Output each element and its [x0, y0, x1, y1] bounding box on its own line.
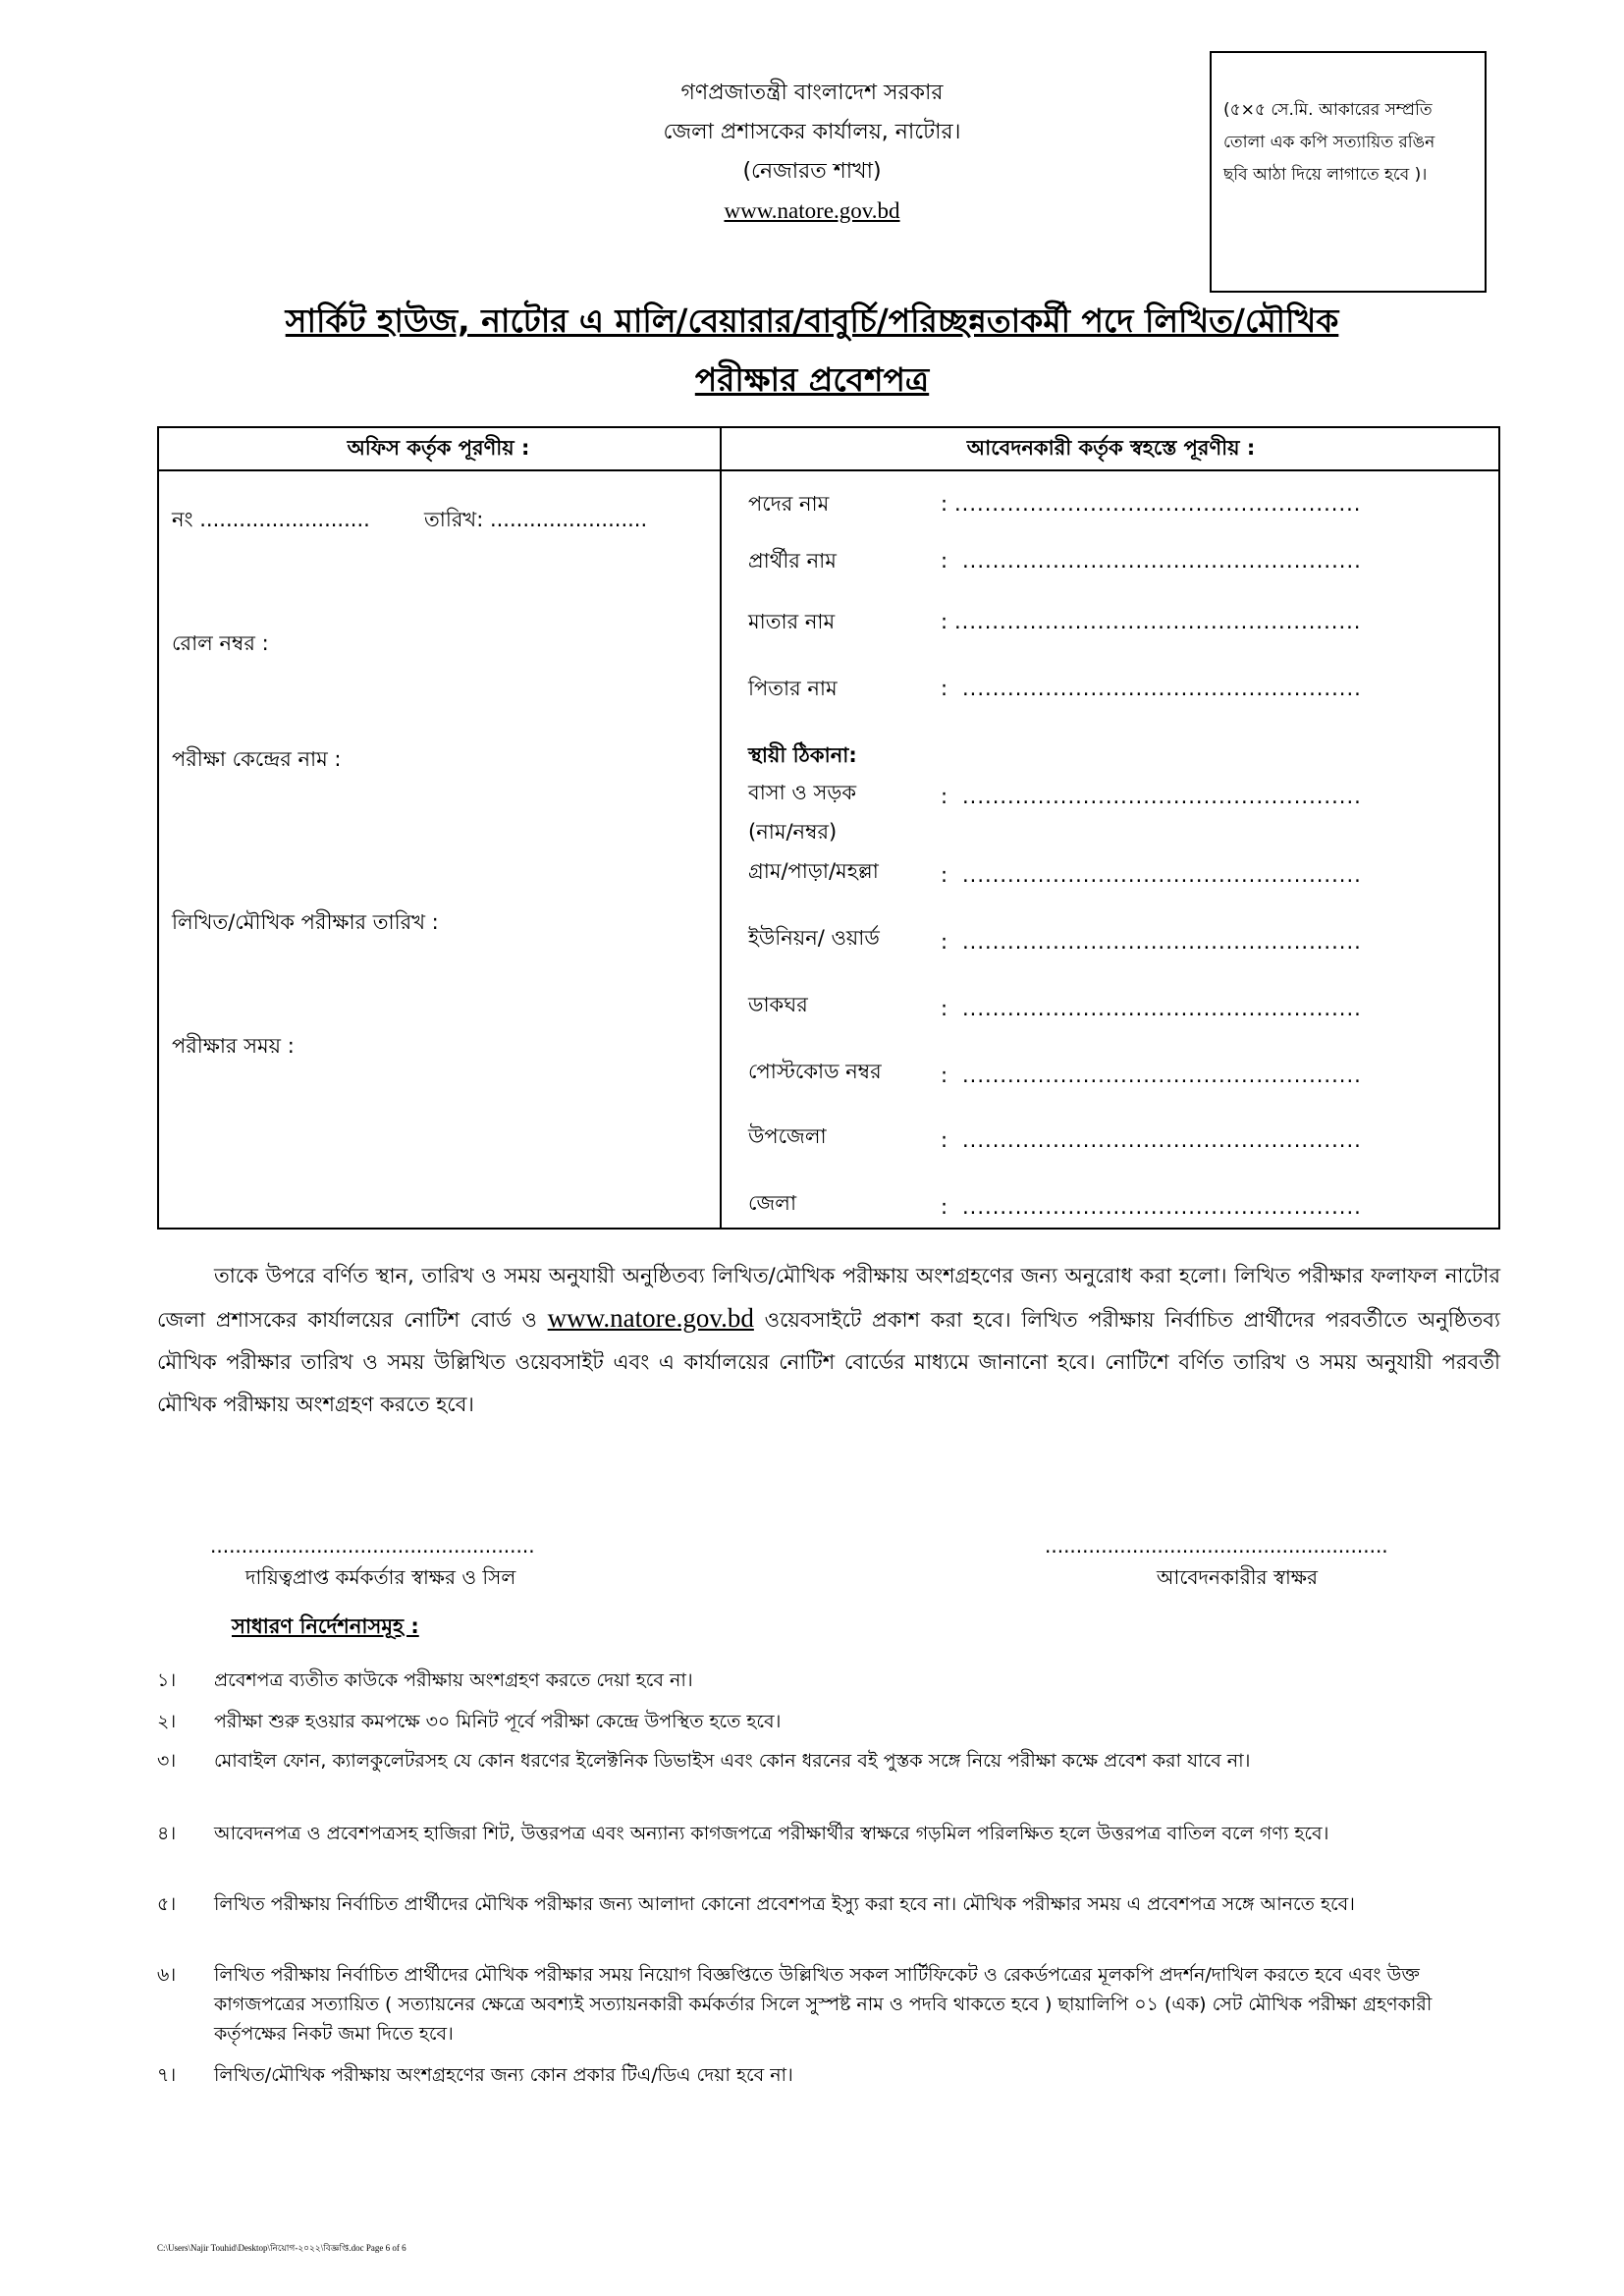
union-ward-label: ইউনিয়ন/ ওয়ার্ড	[748, 926, 880, 950]
title-line1: সার্কিট হাউজ, নাটোর এ মালি/বেয়ারার/বাবুর্চি/পরিচ্ছন্নতাকর্মী পদে লিখিত/মৌখিক	[285, 301, 1339, 340]
office-column-header: অফিস কর্তৃক পূরণীয় :	[347, 436, 530, 460]
union-ward-input[interactable]: .....................................................	[962, 930, 1362, 954]
post-office-input[interactable]: .....................................................	[962, 997, 1362, 1020]
page-title	[0, 293, 1624, 350]
district-input[interactable]: .....................................................	[962, 1195, 1362, 1219]
field-colon: :	[941, 863, 948, 887]
field-colon: :	[941, 1195, 948, 1219]
header-divider	[157, 469, 1500, 471]
officer-signature-line: ....................................................	[210, 1534, 535, 1558]
instruction-text: প্রবেশপত্র ব্যতীত কাউকে পরীক্ষায় অংশগ্রহণ করতে দেয়া হবে না।	[214, 1669, 693, 1691]
instruction-text: লিখিত/মৌখিক পরীক্ষায় অংশগ্রহণের জন্য কোন প্রকার টিএ/ডিএ দেয়া হবে না।	[214, 2064, 793, 2086]
instruction-item	[157, 1707, 1500, 1736]
upazila-label: উপজেলা	[748, 1124, 827, 1148]
field-colon: :	[941, 549, 948, 573]
village-label: গ্রাম/পাড়া/মহল্লা	[748, 859, 879, 883]
house-road-label: বাসা ও সড়ক	[748, 781, 857, 804]
instruction-text: মোবাইল ফোন, ক্যালকুলেটরসহ যে কোন ধরণের ইলেক্টনিক ডিভাইস এবং কোন ধরনের বই পুস্তক সঙ্গে নিয়ে পরীক্ষা কক্ষে প্রবেশ করা যাবে না।	[214, 1750, 1251, 1772]
postcode-input[interactable]: .....................................................	[962, 1064, 1362, 1087]
header-website-link[interactable]: www.natore.gov.bd	[724, 198, 900, 223]
roll-number-field[interactable]: রোল নম্বর :	[172, 631, 269, 655]
instruction-number: ৭।	[157, 2064, 177, 2086]
upazila-input[interactable]: .....................................................	[962, 1128, 1362, 1152]
candidate-name-label: প্রার্থীর নাম	[748, 549, 837, 573]
photo-instruction-line3: ছবি আঠা দিয়ে লাগাতে হবে )।	[1223, 165, 1428, 185]
mother-name-input[interactable]: ......................................................	[954, 610, 1362, 633]
serial-no-field[interactable]: নং ..........................	[172, 508, 370, 531]
instruction-number: ৬।	[157, 1964, 177, 1986]
instruction-item	[157, 2060, 1500, 2090]
applicant-column-header: আবেদনকারী কর্তৃক স্বহস্তে পূরণীয় :	[966, 436, 1256, 460]
office-date-field[interactable]: তারিখ: ........................	[424, 508, 648, 531]
officer-signature-label: দায়িত্বপ্রাপ্ত কর্মকর্তার স্বাক্ষর ও সিল	[245, 1565, 516, 1589]
instruction-number: ৪।	[157, 1823, 177, 1844]
village-input[interactable]: .....................................................	[962, 863, 1362, 887]
instruction-text: পরীক্ষা শুরু হওয়ার কমপক্ষে ৩০ মিনিট পূর্বে পরীক্ষা কেন্দ্রে উপস্থিত হতে হবে।	[214, 1711, 782, 1732]
file-path-footer: C:\Users\Najir Touhid\Desktop\নিয়োগ-২০২২\বিজ্ঞপ্তি.doc Page 6 of 6	[157, 2243, 406, 2253]
photo-instruction-line2: তোলা এক কপি সত্যায়িত রঙিন	[1223, 133, 1435, 152]
instruction-number: ৫।	[157, 1893, 177, 1915]
instruction-item	[157, 1819, 1500, 1878]
column-divider	[720, 426, 722, 1230]
paragraph-website-link[interactable]: www.natore.gov.bd	[547, 1303, 754, 1333]
exam-date-field[interactable]: লিখিত/মৌখিক পরীক্ষার তারিখ :	[172, 910, 439, 934]
field-colon: :	[941, 997, 948, 1020]
district-label: জেলা	[748, 1191, 797, 1215]
photo-instruction-line1: (৫×৫ সে.মি. আকারের সম্প্রতি	[1223, 100, 1433, 120]
instruction-text: লিখিত পরীক্ষায় নির্বাচিত প্রার্থীদের মৌখিক পরীক্ষার জন্য আলাদা কোনো প্রবেশপত্র ইস্যু করা হবে না। মৌখিক পরীক্ষার সময় এ প্রবেশপত্র সঙ্গে আনতে হবে।	[214, 1893, 1355, 1915]
candidate-name-input[interactable]: .....................................................	[962, 549, 1362, 573]
instruction-number: ১।	[157, 1669, 177, 1691]
field-colon: :	[941, 785, 948, 808]
general-instructions-title: সাধারণ নির্দেশনাসমূহ :	[232, 1614, 419, 1638]
title-line2: পরীক্ষার প্রবেশপত্র	[694, 360, 930, 399]
permanent-address-heading: স্থায়ী ঠিকানা:	[748, 743, 857, 767]
photo-box	[1210, 51, 1487, 293]
office-name: জেলা প্রশাসকের কার্যালয়, নাটোর।	[663, 120, 961, 144]
field-colon: :	[941, 930, 948, 954]
mother-name-label: মাতার নাম	[748, 610, 836, 633]
post-name-input[interactable]: ......................................................	[954, 492, 1362, 516]
instruction-text: আবেদনপত্র ও প্রবেশপত্রসহ হাজিরা শিট, উত্তরপত্র এবং অন্যান্য কাগজপত্রে পরীক্ষার্থীর স্বাক্ষরে গড়মিল পরিলক্ষিত হলে উত্তরপত্র বাতিল বলে গণ্য হবে।	[214, 1823, 1329, 1844]
instruction-text: লিখিত পরীক্ষায় নির্বাচিত প্রার্থীদের মৌখিক পরীক্ষার সময় নিয়োগ বিজ্ঞপ্তিতে উল্লিখিত সকল সার্টিফিকেট ও রেকর্ডপত্রের মূলকপি প্রদর্শন/দাখিল করতে হবে এবং উক্ত কাগজপত্রের সত্যায়িত ( সত্যায়নের ক্ষেত্রে অবশ্যই সত্যায়নকারী কর্মকর্তার সিলে সুস্পষ্ট নাম ও পদবি থাকতে হবে ) ছায়ালিপি ০১ (এক) সেট মৌখিক পরীক্ষা গ্রহণকারী কর্তৃপক্ষের নিকট জমা দিতে হবে।	[214, 1964, 1433, 2045]
instruction-item	[157, 1889, 1500, 1948]
field-colon: :	[941, 492, 948, 516]
field-colon: :	[941, 1128, 948, 1152]
paragraph-part2: ওয়েবসাইটে প্রকাশ করা হবে। লিখিত পরীক্ষায় নির্বাচিত প্রার্থীদের পরবর্তীতে অনুষ্ঠিতব্য মৌখিক পরীক্ষার তারিখ ও সময় উল্লিখিত ওয়েবসাইট এবং এ কার্যালয়ের নোটিশ বোর্ডের মাধ্যমে জানানো হবে। নোটিশে বর্ণিত তারিখ ও সময় অনুযায়ী পরবর্তী মৌখিক পরীক্ষায় অংশগ্রহণ করতে হবে।	[157, 1308, 1500, 1416]
postcode-label: পোস্টকোড নম্বর	[748, 1060, 882, 1083]
section-name: (নেজারত শাখা)	[742, 159, 882, 184]
instruction-item	[157, 1960, 1500, 2049]
post-office-label: ডাকঘর	[748, 993, 808, 1016]
instruction-number: ২।	[157, 1711, 177, 1732]
house-road-sublabel: (নাম/নম্বর)	[748, 820, 838, 844]
father-name-input[interactable]: .....................................................	[962, 677, 1362, 700]
govt-name: গণপ্রজাতন্ত্রী বাংলাদেশ সরকার	[680, 81, 944, 105]
field-colon: :	[941, 677, 948, 700]
father-name-label: পিতার নাম	[748, 677, 838, 700]
field-colon: :	[941, 610, 948, 633]
page-subtitle	[0, 352, 1624, 409]
applicant-signature-line: .......................................................	[1045, 1534, 1388, 1558]
post-name-label: পদের নাম	[748, 492, 830, 516]
instruction-number: ৩।	[157, 1750, 177, 1772]
field-colon: :	[941, 1064, 948, 1087]
exam-time-field[interactable]: পরীক্ষার সময় :	[172, 1034, 295, 1058]
exam-center-field[interactable]: পরীক্ষা কেন্দ্রের নাম :	[172, 747, 342, 771]
applicant-signature-label: আবেদনকারীর স্বাক্ষর	[1157, 1565, 1318, 1589]
instruction-item	[157, 1746, 1500, 1805]
instruction-paragraph	[157, 1255, 1500, 1426]
paragraph-part1: তাকে উপরে বর্ণিত স্থান, তারিখ ও সময় অনুযায়ী অনুষ্ঠিতব্য লিখিত/মৌখিক পরীক্ষায় অংশগ্রহণের জন্য অনুরোধ করা হলো। লিখিত পরীক্ষার ফলাফল নাটোর জেলা প্রশাসকের কার্যালয়ের নোটিশ বোর্ড ও	[157, 1264, 1500, 1332]
instruction-item	[157, 1666, 1500, 1695]
house-road-input[interactable]: .....................................................	[962, 785, 1362, 808]
